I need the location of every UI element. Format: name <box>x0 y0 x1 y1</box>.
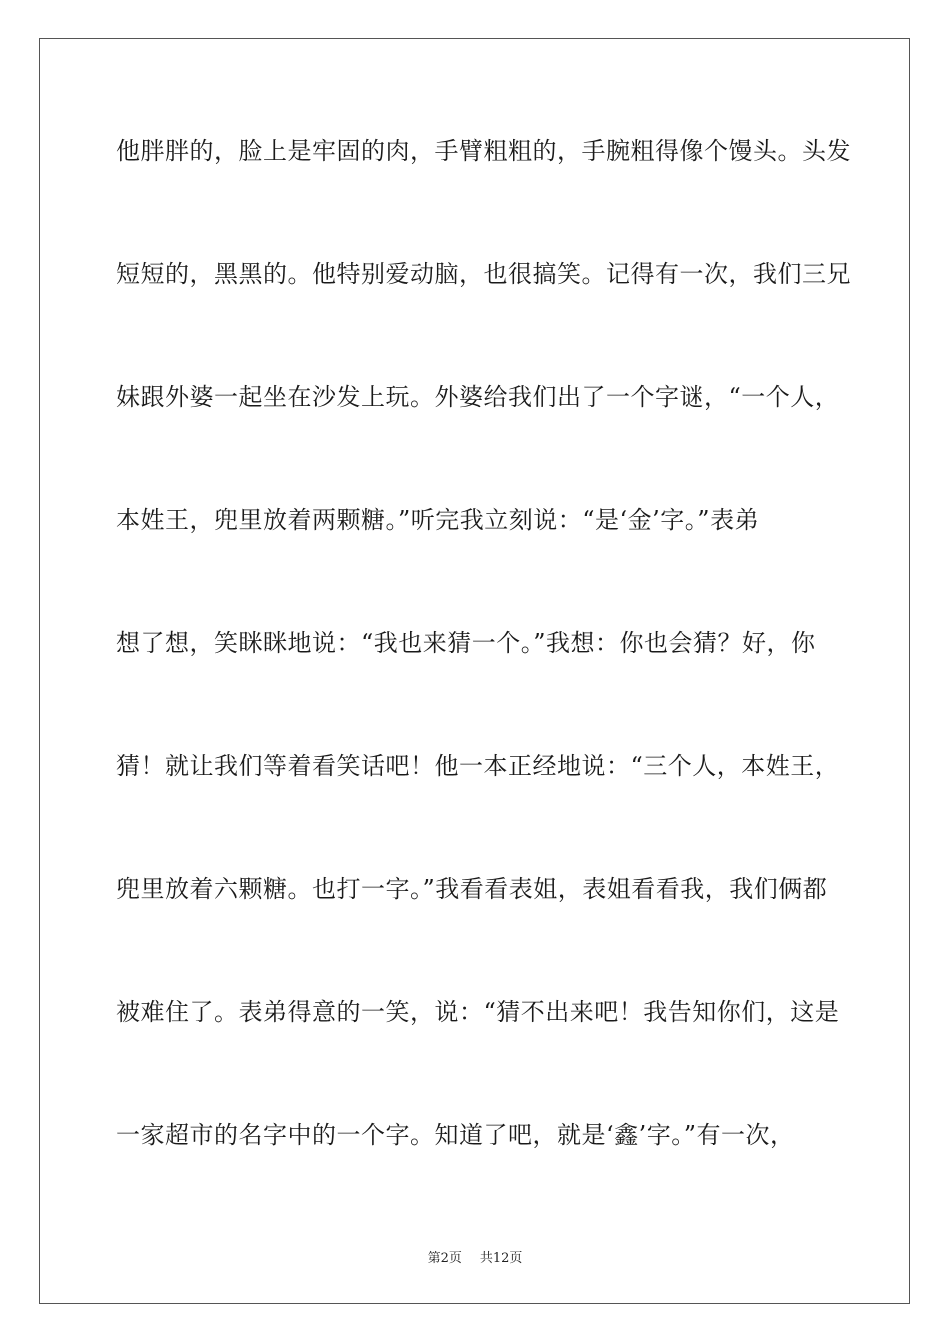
total-pages: 共12页 <box>479 1251 523 1266</box>
text-line-9: 一家超市的名字中的一个字。知道了吧，就是‘鑫’字。”有一次， <box>116 1121 795 1149</box>
text-line-8: 被难住了。表弟得意的一笑，说：“猜不出来吧！我告知你们，这是 <box>116 998 840 1026</box>
text-line-5: 想了想，笑眯眯地说：“我也来猜一个。”我想：你也会猜？好，你 <box>116 629 816 657</box>
page-footer <box>0 1247 950 1266</box>
text-line-7: 兜里放着六颗糖。也打一字。”我看看表姐，表姐看看我，我们俩都 <box>116 875 828 903</box>
text-line-4: 本姓王，兜里放着两颗糖。”听完我立刻说：“是‘金’字。”表弟 <box>116 506 760 534</box>
text-line-1: 他胖胖的，脸上是牢固的肉，手臂粗粗的，手腕粗得像个馒头。头发 <box>116 137 851 165</box>
text-line-6: 猜！就让我们等着看笑话吧！他一本正经地说：“三个人，本姓王， <box>116 752 840 780</box>
text-line-2: 短短的，黑黑的。他特别爱动脑，也很搞笑。记得有一次，我们三兄 <box>116 260 851 288</box>
page-number: 第2页 <box>427 1251 462 1266</box>
document-body <box>116 128 851 1235</box>
text-line-3: 妹跟外婆一起坐在沙发上玩。外婆给我们出了一个字谜，“一个人， <box>116 383 840 411</box>
